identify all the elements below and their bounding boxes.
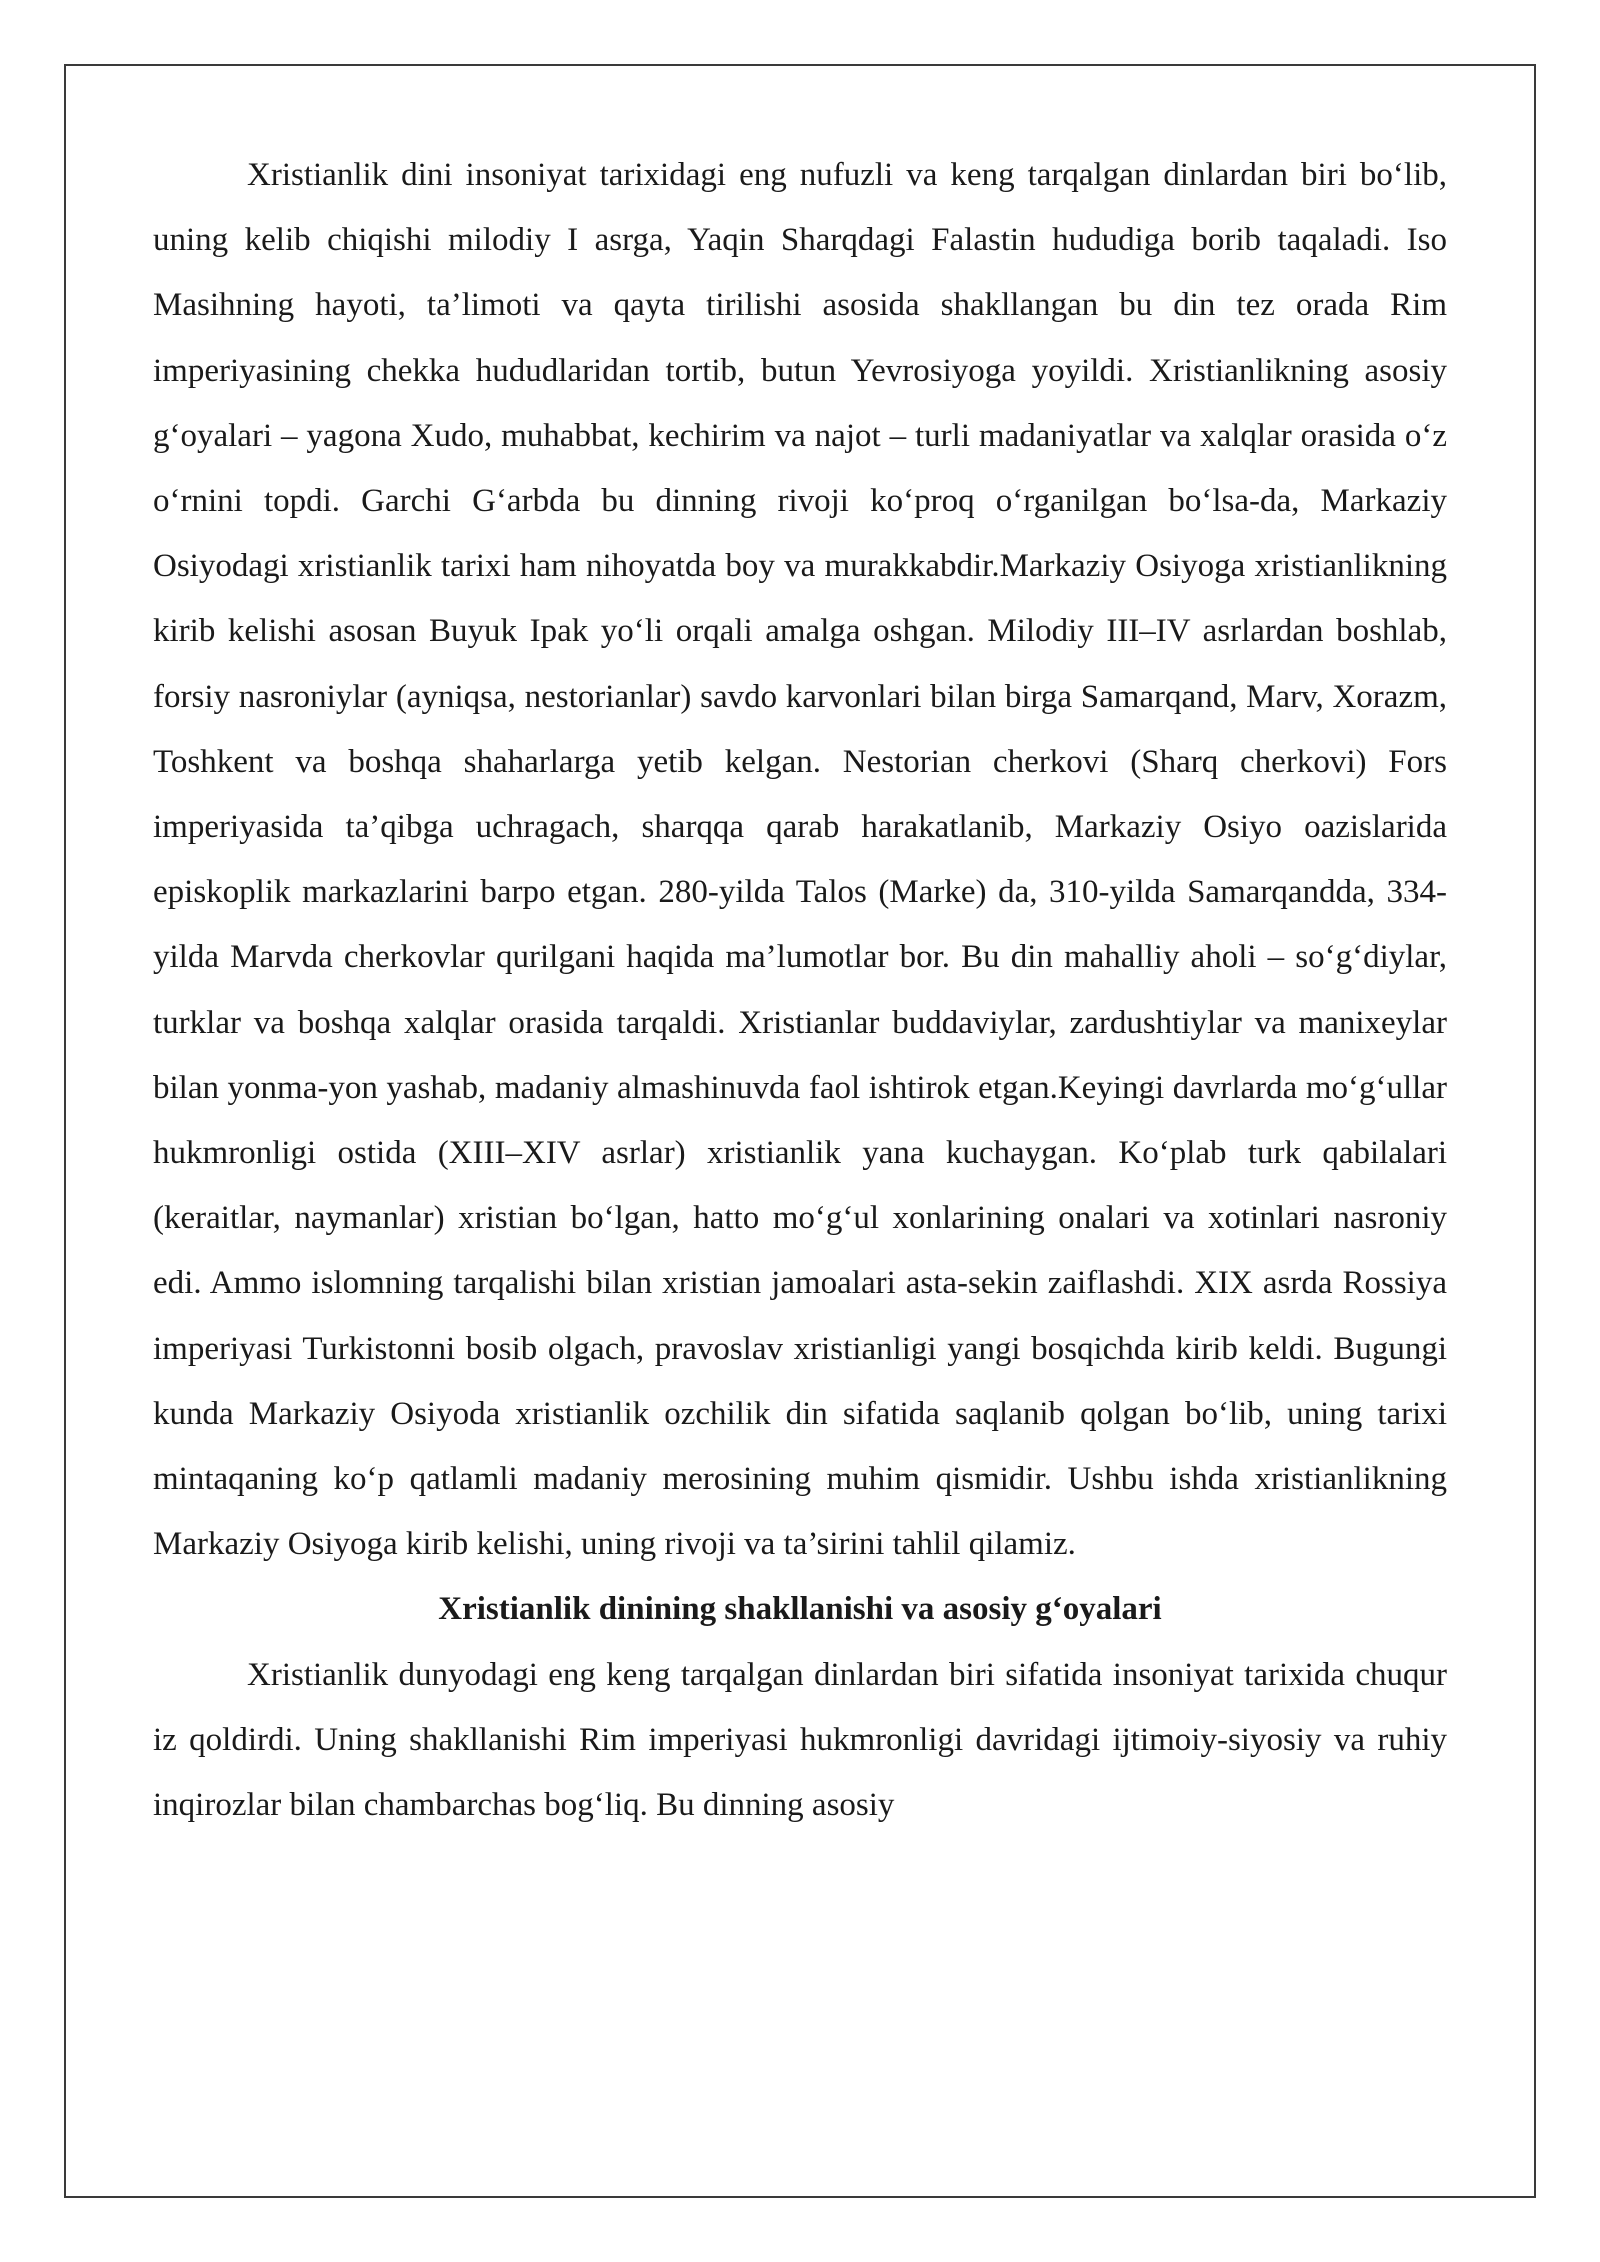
paragraph-section: Xristianlik dunyodagi eng keng tarqalgan dinlardan biri sifatida insoniyat tarixida chuqur iz qoldirdi. Uning shakllanishi Rim imperiyasi hukmronligi davridagi ijtimoiy-siyosiy va ruhiy inqirozlar bilan chambarchas bog‘liq. Bu dinning asosiy (153, 1656, 1447, 1824)
section-heading: Xristianlik dinining shakllanishi va asosiy g‘oyalari (438, 1591, 1162, 1628)
document-body (153, 143, 1447, 1838)
paragraph-intro: Xristianlik dini insoniyat tarixidagi eng nufuzli va keng tarqalgan dinlardan biri bo‘lib, uning kelib chiqishi milodiy I asrga, Yaqin Sharqdagi Falastin hududiga borib taqaladi. Iso Masihning hayoti, ta’limoti va qayta tirilishi asosida shakllangan bu din tez orada Rim imperiyasining chekka hududlaridan tortib, butun Yevrosiyoga yoyildi. Xristianlikning asosiy g‘oyalari – yagona Xudo, muhabbat, kechirim va najot – turli madaniyatlar va xalqlar orasida o‘z o‘rnini topdi. Garchi G‘arbda bu dinning rivoji ko‘proq o‘rganilgan bo‘lsa-da, Markaziy Osiyodagi xristianlik tarixi ham nihoyatda boy va murakkabdir.Markaziy Osiyoga xristianlikning kirib kelishi asosan Buyuk Ipak yo‘li orqali amalga oshgan. Milodiy III–IV asrlardan boshlab, forsiy nasroniylar (ayniqsa, nestorianlar) savdo karvonlari bilan birga Samarqand, Marv, Xorazm, Toshkent va boshqa shaharlarga yetib kelgan. Nestorian cherkovi (Sharq cherkovi) Fors imperiyasida ta’qibga uchragach, sharqqa qarab harakatlanib, Markaziy Osiyo oazislarida episkoplik markazlarini barpo etgan. 280-yilda Talos (Marke) da, 310-yilda Samarqandda, 334-yilda Marvda cherkovlar qurilgani haqida ma’lumotlar bor. Bu din mahalliy aholi – so‘g‘diylar, turklar va boshqa xalqlar orasida tarqaldi. Xristianlar buddaviylar, zardushtiylar va manixeylar bilan yonma-yon yashab, madaniy almashinuvda faol ishtirok etgan.Keyingi davrlarda mo‘g‘ullar hukmronligi ostida (XIII–XIV asrlar) xristianlik yana kuchaygan. Ko‘plab turk qabilalari (keraitlar, naymanlar) xristian bo‘lgan, hatto mo‘g‘ul xonlarining onalari va xotinlari nasroniy edi. Ammo islomning tarqalishi bilan xristian jamoalari asta-sekin zaiflashdi. XIX asrda Rossiya imperiyasi Turkistonni bosib olgach, pravoslav xristianligi yangi bosqichda kirib keldi. Bugungi kunda Markaziy Osiyoda xristianlik ozchilik din sifatida saqlanib qolgan bo‘lib, uning tarixi mintaqaning ko‘p qatlamli madaniy merosining muhim qismidir. Ushbu ishda xristianlikning Markaziy Osiyoga kirib kelishi, uning rivoji va ta’sirini tahlil qilamiz. (153, 157, 1447, 1563)
